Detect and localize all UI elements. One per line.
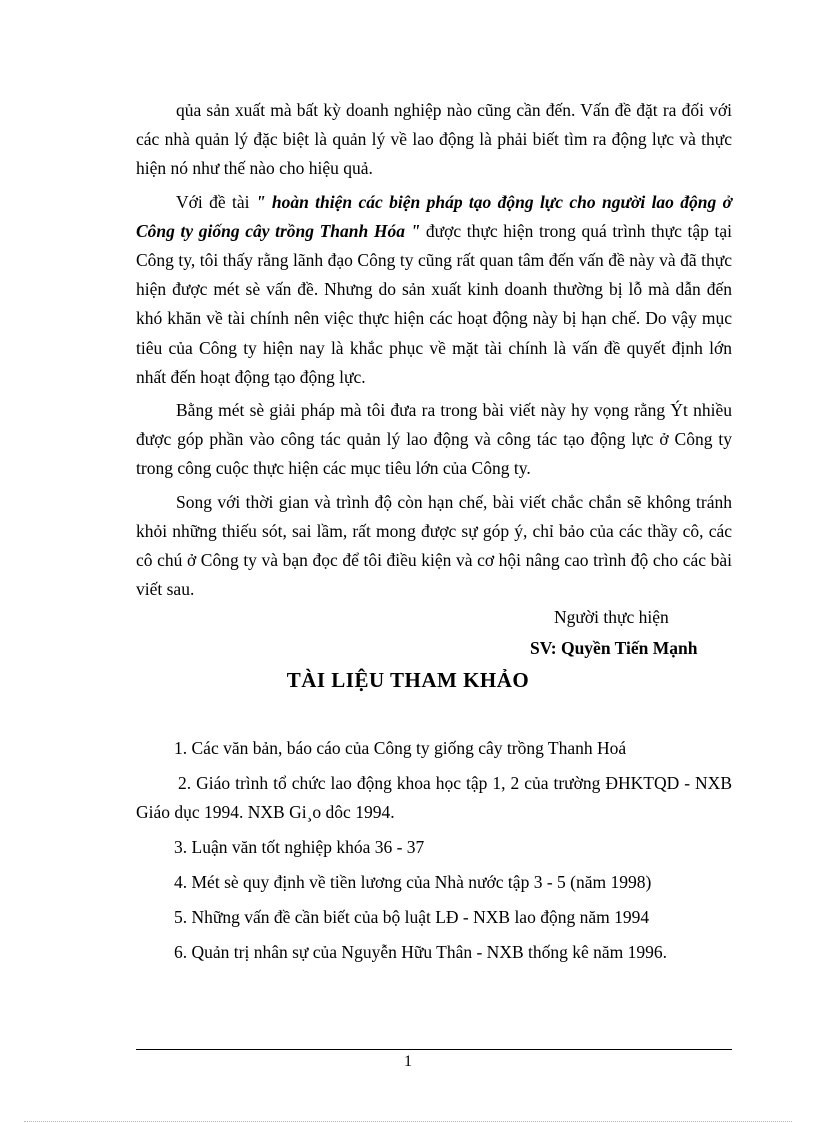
page-number: 1 [404, 1053, 412, 1070]
references-title: TÀI LIỆU THAM KHẢO [286, 668, 530, 692]
signature-role: Người thực hiện [554, 607, 669, 627]
thesis-title: " hoàn thiện các biện pháp tạo động lực cho người lao động ở Công ty giống cây trồng Thanh Hóa " [136, 191, 733, 241]
references-list [136, 734, 732, 973]
page-bottom-divider [24, 1121, 792, 1122]
paragraph-2 [136, 188, 732, 392]
body-text [136, 96, 732, 608]
reference-item: 1. Các văn bản, báo cáo của Công ty giống cây trồng Thanh Hoá [174, 738, 627, 758]
reference-item: 5. Những vấn đề cần biết của bộ luật LĐ - NXB lao động năm 1994 [174, 907, 650, 927]
signature-name: SV: Quyền Tiến Mạnh [530, 638, 698, 658]
paragraph-1: qủa sản xuất mà bất kỳ doanh nghiệp nào cũng cần đến. Vấn đề đặt ra đối với các nhà quản lý đặc biệt là quản lý về lao động là phải biết tìm ra động lực và thực hiện nó như thế nào cho hiệu quả. [136, 100, 732, 179]
paragraph-2-body: được thực hiện trong quá trình thực tập tại Công ty, tôi thấy rằng lãnh đạo Công ty cũng rất quan tâm đến vấn đề này và đã thực hiện được mét sè vấn đề. Nhưng do sản xuất kinh doanh thường bị lỗ mà dẫn đến khó khăn về tài chính nên việc thực hiện các hoạt động này bị hạn chế. Do vậy mục tiêu của Công ty hiện nay là khắc phục về mặt tài chính là vấn đề quyết định lớn nhất đến hoạt động tạo động lực. [136, 220, 732, 387]
reference-item: 4. Mét sè quy định về tiền lương của Nhà nước tập 3 - 5 (năm 1998) [174, 872, 652, 892]
paragraph-2-intro: Với đề tài [176, 191, 256, 212]
paragraph-3: Bằng mét sè giải pháp mà tôi đưa ra trong bài viết này hy vọng rằng Ýt nhiều được góp phần vào công tác quản lý lao động và công tác tạo động lực ở Công ty trong công cuộc thực hiện các mục tiêu lớn của Công ty. [136, 400, 732, 479]
footer-divider [136, 1049, 732, 1050]
reference-item: 2. Giáo trình tổ chức lao động khoa học tập 1, 2 của trường ĐHKTQD - NXB Giáo dục 1994. NXB Gi¸o dôc 1994. [136, 773, 732, 822]
reference-item: 6. Quản trị nhân sự của Nguyễn Hữu Thân - NXB thống kê năm 1996. [174, 942, 668, 962]
paragraph-4: Song với thời gian và trình độ còn hạn chế, bài viết chắc chắn sẽ không tránh khỏi những thiếu sót, sai lầm, rất mong được sự góp ý, chỉ bảo của các thầy cô, các cô chú ở Công ty và bạn đọc để tôi điều kiện và cơ hội nâng cao trình độ cho các bài viết sau. [136, 491, 732, 600]
reference-item: 3. Luận văn tốt nghiệp khóa 36 - 37 [174, 837, 425, 857]
